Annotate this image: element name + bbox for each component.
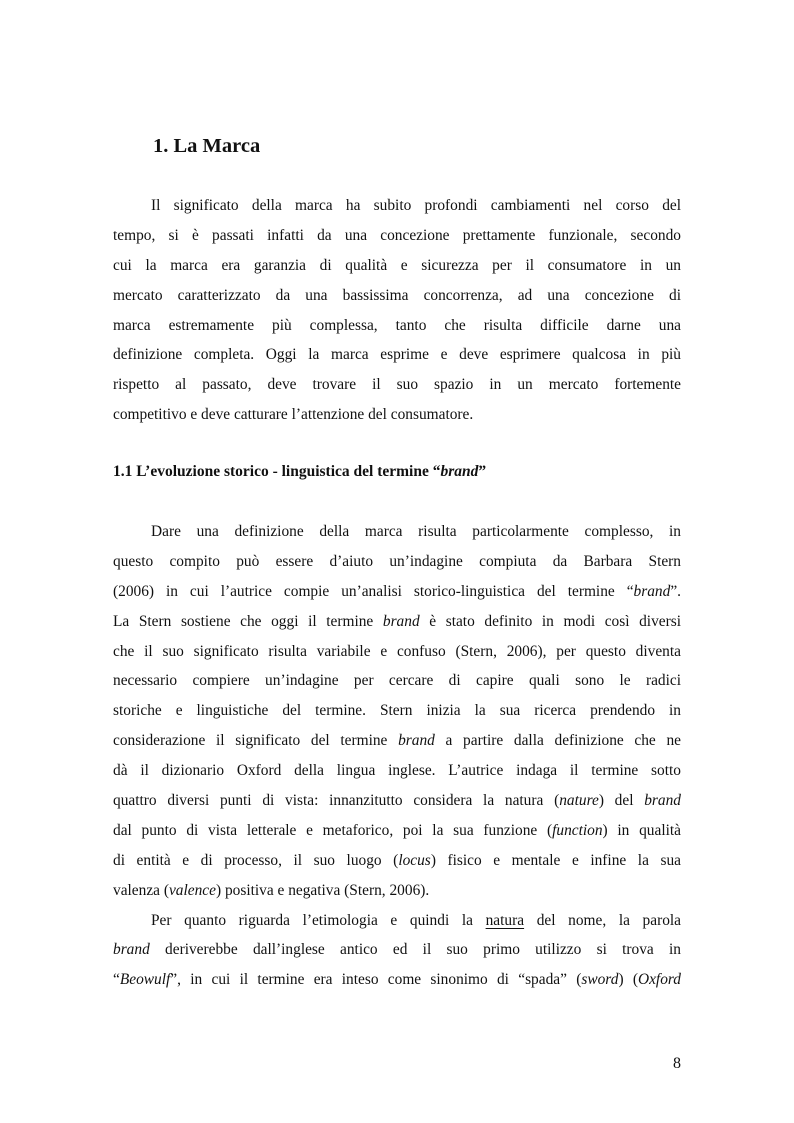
text-run: Per quanto riguarda l’etimologia e quindi la <box>151 911 486 929</box>
italic-term: function <box>552 821 603 839</box>
text-run: è stato definito in modi così diversi <box>419 612 682 630</box>
text-run: ) in qualità <box>602 821 681 839</box>
text-line: tempo, si è passati infatti da una concezione prettamente funzionale, secondo <box>113 226 681 244</box>
text-line: Il significato della marca ha subito profondi cambiamenti nel corso del <box>151 197 681 214</box>
text-run: (2006) in cui l’autrice compie un’analisi storico-linguistica del termine “ <box>113 582 634 600</box>
text-line: storiche e linguistiche del termine. Stern inizia la sua ricerca prendendo in <box>113 702 681 720</box>
text-line: cui la marca era garanzia di qualità e sicurezza per il consumatore in un <box>113 256 681 274</box>
italic-term: valence <box>168 881 216 899</box>
text-run: ) positiva e negativa (Stern, 2006). <box>215 881 430 899</box>
section-title-prefix: 1.1 L’evoluzione storico - linguistica del termine “ <box>113 463 441 480</box>
text-line <box>113 786 681 816</box>
text-line: definizione completa. Oggi la marca esprime e deve esprimere qualcosa in più <box>113 346 681 364</box>
text-line: che il suo significato risulta variabile e confuso (Stern, 2006), per questo diventa <box>113 642 681 660</box>
text-line: competitivo e deve catturare l’attenzione del consumatore. <box>113 406 474 424</box>
text-line <box>113 876 681 906</box>
text-run: a partire dalla definizione che ne <box>434 732 681 750</box>
text-run: del nome, la parola <box>524 911 682 929</box>
section-title-term: brand <box>440 463 479 480</box>
text-run: quattro diversi punti di vista: innanzitutto considera la natura ( <box>113 792 560 810</box>
text-run: valenza ( <box>113 881 169 899</box>
text-run: “ <box>113 971 120 989</box>
italic-term: Beowulf <box>119 971 171 989</box>
text-run: ”. <box>670 582 681 600</box>
section-title-suffix: ” <box>478 463 487 480</box>
text-line: questo compito può essere d’aiuto un’indagine compiuta da Barbara Stern <box>113 552 681 570</box>
text-line <box>113 846 681 876</box>
page-number: 8 <box>673 1055 681 1072</box>
text-line <box>113 577 681 607</box>
italic-term: brand <box>113 941 150 959</box>
text-line <box>113 816 681 846</box>
italic-term: brand <box>633 582 671 600</box>
intro-paragraph <box>113 191 681 430</box>
text-run: deriverebbe dall’inglese antico ed il suo primo utilizzo si trova in <box>149 941 681 959</box>
italic-term: Oxford <box>637 971 681 989</box>
underlined-term: natura <box>485 911 525 929</box>
italic-term: locus <box>398 851 431 869</box>
text-line: dà il dizionario Oxford della lingua inglese. L’autrice indaga il termine sotto <box>113 762 681 780</box>
text-line: marca estremamente più complessa, tanto che risulta difficile darne una <box>113 316 681 334</box>
text-run: La Stern sostiene che oggi il termine <box>113 612 383 630</box>
italic-term: brand <box>398 732 435 750</box>
text-run: ”, in cui il termine era inteso come sinonimo di “spada” ( <box>170 971 582 989</box>
text-run: di entità e di processo, il suo luogo ( <box>113 851 399 869</box>
text-line <box>113 965 681 995</box>
text-line: mercato caratterizzato da una bassissima concorrenza, ad una concezione di <box>113 286 681 304</box>
text-run: ) fisico e mentale e infine la sua <box>430 851 681 869</box>
text-run: considerazione il significato del termine <box>113 732 399 750</box>
text-run: dal punto di vista letterale e metaforico, poi la sua funzione ( <box>113 821 553 839</box>
text-line <box>113 906 681 936</box>
italic-term: brand <box>644 792 681 810</box>
italic-term: sword <box>581 971 619 989</box>
text-line: rispetto al passato, deve trovare il suo spazio in un mercato fortemente <box>113 376 681 394</box>
text-line <box>113 726 681 756</box>
italic-term: nature <box>559 792 599 810</box>
section-body <box>113 517 681 995</box>
text-line: necessario compiere un’indagine per cercare di capire quali sono le radici <box>113 672 681 690</box>
text-line <box>113 935 681 965</box>
text-line <box>113 607 681 637</box>
text-line: Dare una definizione della marca risulta particolarmente complesso, in <box>151 523 681 540</box>
italic-term: brand <box>382 612 420 630</box>
text-run: ) ( <box>618 971 638 989</box>
chapter-title: 1. La Marca <box>153 135 261 157</box>
section-title <box>113 460 486 484</box>
text-run: ) del <box>598 792 645 810</box>
